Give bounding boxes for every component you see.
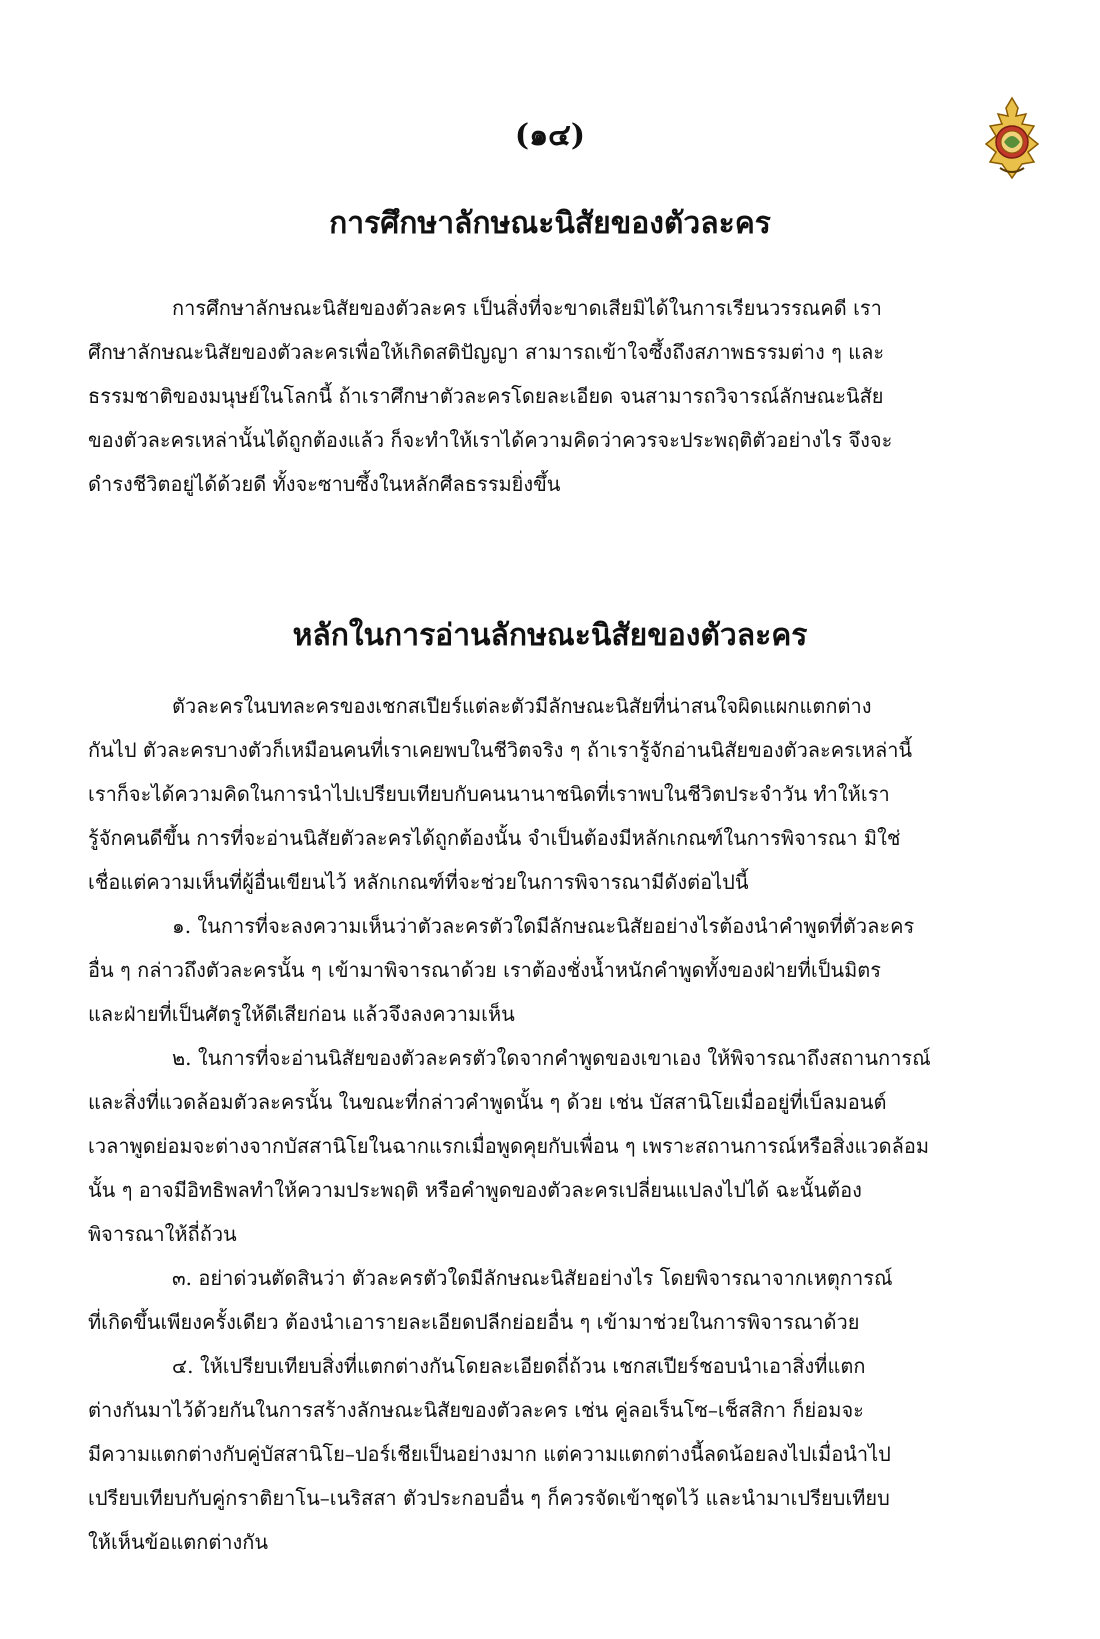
paragraph-line: เชื่อแต่ความเห็นที่ผู้อื่นเขียนไว้ หลักเกณฑ์ที่จะช่วยในการพิจารณามีดังต่อไปนี้ (88, 870, 749, 894)
page-number: (๑๔) (514, 118, 586, 153)
paragraph-character-study (88, 286, 1048, 506)
paragraph-line: พิจารณาให้ถี่ถ้วน (88, 1222, 237, 1246)
paragraph-line: การศึกษาลักษณะนิสัยของตัวละคร เป็นสิ่งที่จะขาดเสียมิได้ในการเรียนวรรณคดี เรา (172, 296, 882, 320)
paragraph-line: ต่างกันมาไว้ด้วยกันในการสร้างลักษณะนิสัยของตัวละคร เช่น คู่ลอเร็นโซ–เช็สสิกา ก็ย่อมจะ (88, 1398, 864, 1422)
numbered-item-2: ๒. ในการที่จะอ่านนิสัยของตัวละครตัวใดจากคำพูดของเขาเอง ให้พิจารณาถึงสถานการณ์ (172, 1046, 931, 1070)
section-heading-character-study: การศึกษาลักษณะนิสัยของตัวละคร (329, 206, 771, 241)
paragraph-line: กันไป ตัวละครบางตัวก็เหมือนคนที่เราเคยพบในชีวิตจริง ๆ ถ้าเรารู้จักอ่านนิสัยของตัวละครเหล่านี้ (88, 738, 913, 762)
paragraph-line: รู้จักคนดีขึ้น การที่จะอ่านนิสัยตัวละครได้ถูกต้องนั้น จำเป็นต้องมีหลักเกณฑ์ในการพิจารณา มิใช่ (88, 826, 901, 850)
paragraph-line: ที่เกิดขึ้นเพียงครั้งเดียว ต้องนำเอารายละเอียดปลีกย่อยอื่น ๆ เข้ามาช่วยในการพิจารณาด้วย (88, 1310, 860, 1334)
paragraph-line: ดำรงชีวิตอยู่ได้ด้วยดี ทั้งจะซาบซึ้งในหลักศีลธรรมยิ่งขึ้น (88, 472, 561, 496)
paragraph-line: ให้เห็นข้อแตกต่างกัน (88, 1530, 269, 1554)
numbered-item-4: ๔. ให้เปรียบเทียบสิ่งที่แตกต่างกันโดยละเอียดถี่ถ้วน เชกสเปียร์ชอบนำเอาสิ่งที่แตก (172, 1354, 866, 1378)
section-heading-reading-principles: หลักในการอ่านลักษณะนิสัยของตัวละคร (292, 618, 808, 653)
paragraph-line: ตัวละครในบทละครของเชกสเปียร์แต่ละตัวมีลักษณะนิสัยที่น่าสนใจผิดแผกแตกต่าง (172, 694, 872, 718)
paragraph-line: อื่น ๆ กล่าวถึงตัวละครนั้น ๆ เข้ามาพิจารณาด้วย เราต้องชั่งน้ำหนักคำพูดทั้งของฝ่ายที่เป็นมิตร (88, 958, 882, 982)
paragraph-line: มีความแตกต่างกับคู่บัสสานิโย–ปอร์เชียเป็นอย่างมาก แต่ความแตกต่างนี้ลดน้อยลงไปเมื่อนำไป (88, 1442, 891, 1466)
paragraph-line: ธรรมชาติของมนุษย์ในโลกนี้ ถ้าเราศึกษาตัวละครโดยละเอียด จนสามารถวิจารณ์ลักษณะนิสัย (88, 384, 884, 408)
paragraph-line: เราก็จะได้ความคิดในการนำไปเปรียบเทียบกับคนนานาชนิดที่เราพบในชีวิตประจำวัน ทำให้เรา (88, 782, 890, 806)
paragraph-reading-principles (88, 684, 1048, 1564)
numbered-item-1: ๑. ในการที่จะลงความเห็นว่าตัวละครตัวใดมีลักษณะนิสัยอย่างไรต้องนำคำพูดที่ตัวละคร (172, 914, 915, 938)
paragraph-line: นั้น ๆ อาจมีอิทธิพลทำให้ความประพฤติ หรือคำพูดของตัวละครเปลี่ยนแปลงไปได้ ฉะนั้นต้อง (88, 1178, 862, 1202)
paragraph-line: และสิ่งที่แวดล้อมตัวละครนั้น ในขณะที่กล่าวคำพูดนั้น ๆ ด้วย เช่น บัสสานิโยเมื่ออยู่ที่เบ็ลมอนต์ (88, 1090, 887, 1114)
paragraph-line: ศึกษาลักษณะนิสัยของตัวละครเพื่อให้เกิดสติปัญญา สามารถเข้าใจซึ้งถึงสภาพธรรมต่าง ๆ และ (88, 340, 885, 364)
paragraph-line: ของตัวละครเหล่านั้นได้ถูกต้องแล้ว ก็จะทำให้เราได้ความคิดว่าควรจะประพฤติตัวอย่างไร จึงจะ (88, 428, 893, 452)
paragraph-line: และฝ่ายที่เป็นศัตรูให้ดีเสียก่อน แล้วจึงลงความเห็น (88, 1002, 515, 1026)
ministry-of-education-emblem-icon (982, 96, 1042, 180)
paragraph-line: เวลาพูดย่อมจะต่างจากบัสสานิโยในฉากแรกเมื่อพูดคุยกับเพื่อน ๆ เพราะสถานการณ์หรือสิ่งแวดล้อม (88, 1134, 930, 1158)
numbered-item-3: ๓. อย่าด่วนตัดสินว่า ตัวละครตัวใดมีลักษณะนิสัยอย่างไร โดยพิจารณาจากเหตุการณ์ (172, 1266, 893, 1290)
paragraph-line: เปรียบเทียบกับคู่กราติยาโน–เนริสสา ตัวประกอบอื่น ๆ ก็ควรจัดเข้าชุดไว้ และนำมาเปรียบเทียบ (88, 1486, 890, 1510)
